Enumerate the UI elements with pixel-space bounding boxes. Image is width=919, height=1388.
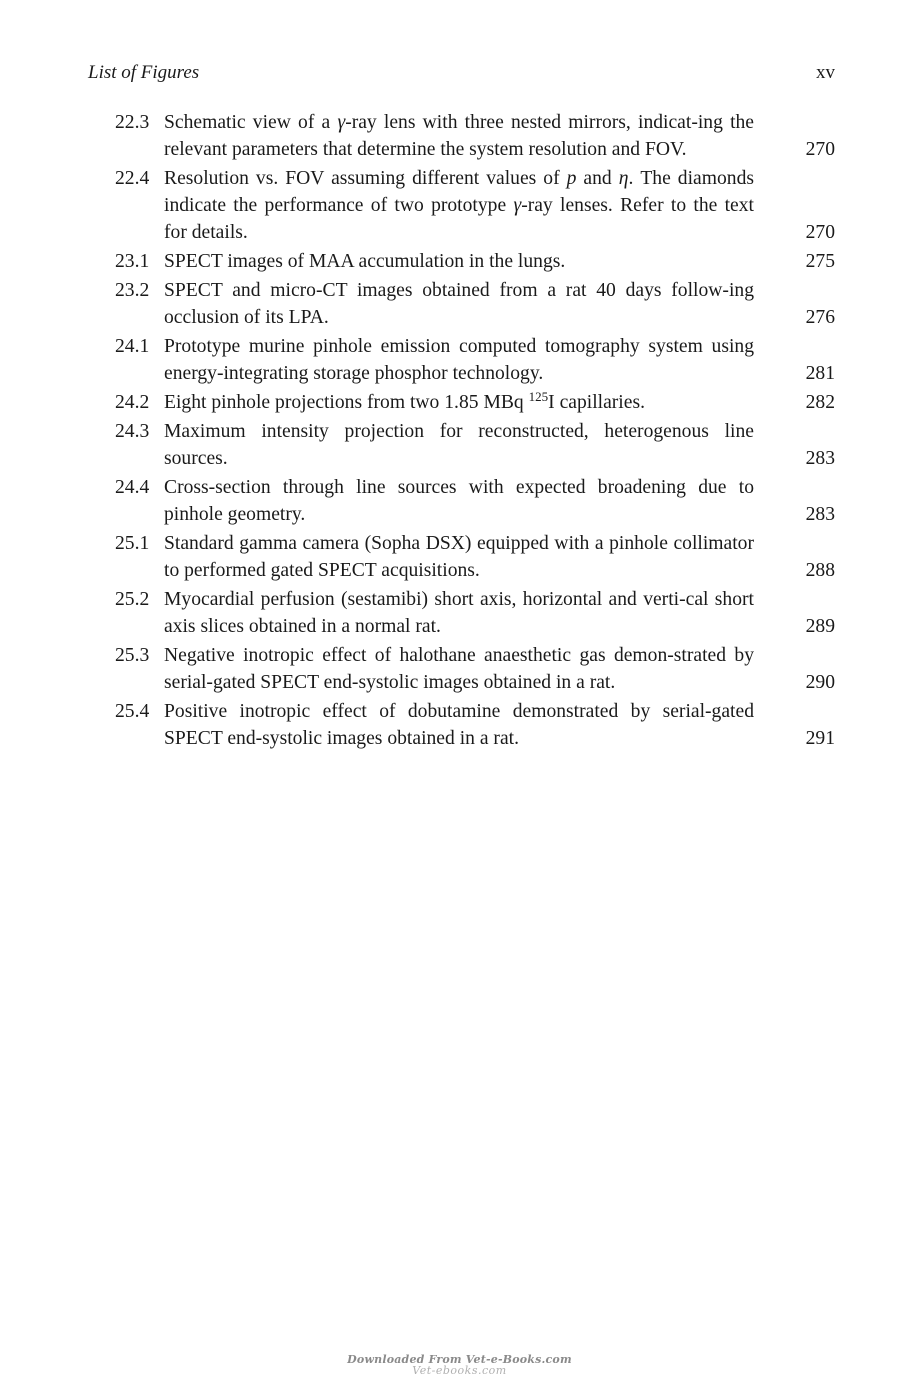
figure-caption: Resolution vs. FOV assuming different values of p and η. The diamonds indicate the performance of two prototype γ-ray lenses. Refer to the text for details. <box>164 168 754 243</box>
figure-caption: Positive inotropic effect of dobutamine demonstrated by serial-gated SPECT end-systolic images obtained in a rat. <box>164 701 754 749</box>
figure-entry-25-3 <box>0 642 919 696</box>
figure-page: 291 <box>805 728 835 749</box>
figure-caption: Negative inotropic effect of halothane anaesthetic gas demon-strated by serial-gated SPECT end-systolic images obtained in a rat. <box>164 645 754 693</box>
watermark-line-2: Vet-ebooks.com <box>412 1364 507 1377</box>
running-head <box>88 62 835 88</box>
figure-page: 276 <box>805 307 835 328</box>
figure-entry-24-1 <box>0 333 919 387</box>
figure-number: 22.4 <box>115 168 150 189</box>
figure-entry-25-2 <box>0 586 919 640</box>
figure-number: 24.2 <box>115 392 150 413</box>
figure-caption: Myocardial perfusion (sestamibi) short axis, horizontal and verti-cal short axis slices obtained in a normal rat. <box>164 589 754 637</box>
figure-number: 24.1 <box>115 336 150 357</box>
figure-entry-24-2 <box>0 389 919 416</box>
figure-page: 281 <box>805 363 835 384</box>
p-symbol: p <box>566 168 577 189</box>
figure-page: 270 <box>805 139 835 160</box>
figure-page: 288 <box>805 560 835 581</box>
watermark <box>0 1354 919 1376</box>
figure-caption: Schematic view of a γ-ray lens with three nested mirrors, indicat-ing the relevant parameters that determine the system resolution and FOV. <box>164 112 755 160</box>
figure-caption: SPECT images of MAA accumulation in the lungs. <box>164 251 566 272</box>
list-of-figures <box>0 109 919 754</box>
figure-caption: Standard gamma camera (Sopha DSX) equipped with a pinhole collimator to performed gated SPECT acquisitions. <box>164 533 754 581</box>
figure-entry-25-4 <box>0 698 919 752</box>
figure-page: 289 <box>805 616 835 637</box>
figure-number: 22.3 <box>115 112 150 133</box>
figure-entry-23-1 <box>0 248 919 275</box>
figure-number: 24.4 <box>115 477 150 498</box>
figure-caption: Prototype murine pinhole emission computed tomography system using energy-integrating storage phosphor technology. <box>164 336 754 384</box>
figure-entry-22-4 <box>0 165 919 246</box>
figure-number: 23.2 <box>115 280 150 301</box>
figure-caption: Eight pinhole projections from two 1.85 MBq $^{125}$I capillaries. <box>164 389 645 413</box>
figure-page: 290 <box>805 672 835 693</box>
figure-number: 25.3 <box>115 645 150 666</box>
figure-page: 270 <box>805 222 835 243</box>
figure-page: 283 <box>805 448 835 469</box>
running-head-title: List of Figures <box>88 62 200 83</box>
figure-number: 24.3 <box>115 421 150 442</box>
figure-number: 25.1 <box>115 533 150 554</box>
figure-entry-25-1 <box>0 530 919 584</box>
figure-entry-24-3 <box>0 418 919 472</box>
figure-page: 283 <box>805 504 835 525</box>
figure-entry-22-3 <box>0 109 919 163</box>
figure-page: 282 <box>805 392 835 413</box>
figure-number: 25.4 <box>115 701 150 722</box>
isotope-mass-number: 125 <box>528 389 549 404</box>
figure-number: 23.1 <box>115 251 150 272</box>
figure-entry-23-2 <box>0 277 919 331</box>
figure-entry-24-4 <box>0 474 919 528</box>
watermark-line-1: Downloaded From Vet-e-Books.com <box>347 1353 572 1366</box>
gamma-symbol: γ <box>337 112 346 133</box>
gamma-symbol: γ <box>513 195 522 216</box>
figure-caption: Maximum intensity projection for reconstructed, heterogenous line sources. <box>164 421 754 469</box>
figure-number: 25.2 <box>115 589 150 610</box>
figure-caption: SPECT and micro-CT images obtained from a rat 40 days follow-ing occlusion of its LPA. <box>164 280 754 328</box>
figure-caption: Cross-section through line sources with expected broadening due to pinhole geometry. <box>164 477 754 525</box>
figure-page: 275 <box>805 251 835 272</box>
eta-symbol: η <box>618 168 629 189</box>
page-number: xv <box>816 62 835 83</box>
